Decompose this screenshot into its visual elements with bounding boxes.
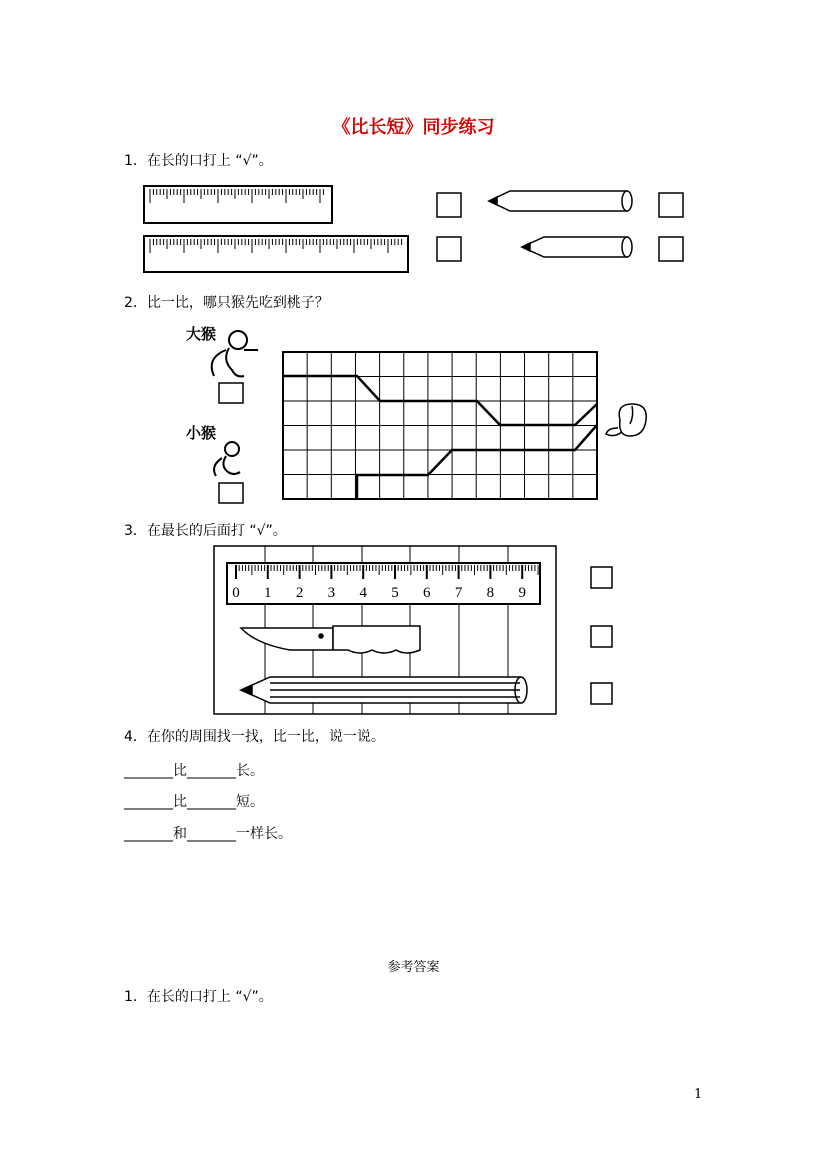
ruler-tick-label: 6	[423, 585, 431, 601]
question-4: 4．在你的周围找一找，比一比，说一说。	[124, 729, 385, 745]
big-monkey-label: 大猴	[186, 325, 217, 343]
page-title: 《比长短》同步练习	[332, 117, 495, 138]
ruler-tick-label: 9	[518, 585, 526, 601]
checkbox	[437, 237, 461, 261]
ruler-tick-label: 0	[232, 585, 240, 601]
small-monkey-checkbox	[219, 483, 243, 503]
peach-icon	[606, 404, 646, 436]
ruler-tick-label: 5	[391, 585, 399, 601]
ruler-tick-label: 2	[295, 585, 304, 601]
q3-figure	[0, 540, 827, 720]
pencil-long-icon	[489, 191, 632, 211]
ruler-tick-label: 3	[327, 585, 336, 601]
answer-1: 1．在长的口打上 “√”。	[124, 989, 273, 1005]
small-monkey-icon	[214, 442, 240, 476]
big-monkey-checkbox	[219, 383, 243, 403]
knife-icon	[241, 626, 420, 653]
q2-maze-figure	[0, 320, 827, 510]
ruler-tick-label: 8	[486, 585, 495, 601]
fill-line-same[interactable]: _______和_______一样长。	[124, 826, 292, 842]
small-monkey-path	[357, 425, 597, 499]
pencil-short-icon	[522, 237, 632, 257]
question-1: 1．在长的口打上 “√”。	[124, 153, 273, 169]
ruler-checkbox	[591, 567, 612, 588]
pencil-checkbox	[591, 683, 612, 704]
checkbox	[659, 237, 683, 261]
question-3: 3．在最长的后面打 “√”。	[124, 523, 287, 539]
ruler-tick-label: 4	[359, 585, 367, 601]
pencil-icon	[241, 677, 527, 703]
question-2: 2．比一比，哪只猴先吃到桃子？	[124, 295, 329, 311]
checkbox	[659, 193, 683, 217]
small-monkey-label: 小猴	[186, 424, 217, 442]
checkbox	[437, 193, 461, 217]
ruler-tick-label: 7	[454, 585, 463, 601]
ruler-tick-label: 1	[264, 585, 272, 601]
fill-line-shorter[interactable]: _______比_______短。	[124, 794, 264, 810]
big-monkey-icon	[212, 331, 258, 376]
answers-title: 参考答案	[387, 960, 440, 975]
knife-checkbox	[591, 626, 612, 647]
page-number: 1	[694, 1087, 703, 1102]
fill-line-longer[interactable]: _______比_______长。	[124, 763, 264, 779]
